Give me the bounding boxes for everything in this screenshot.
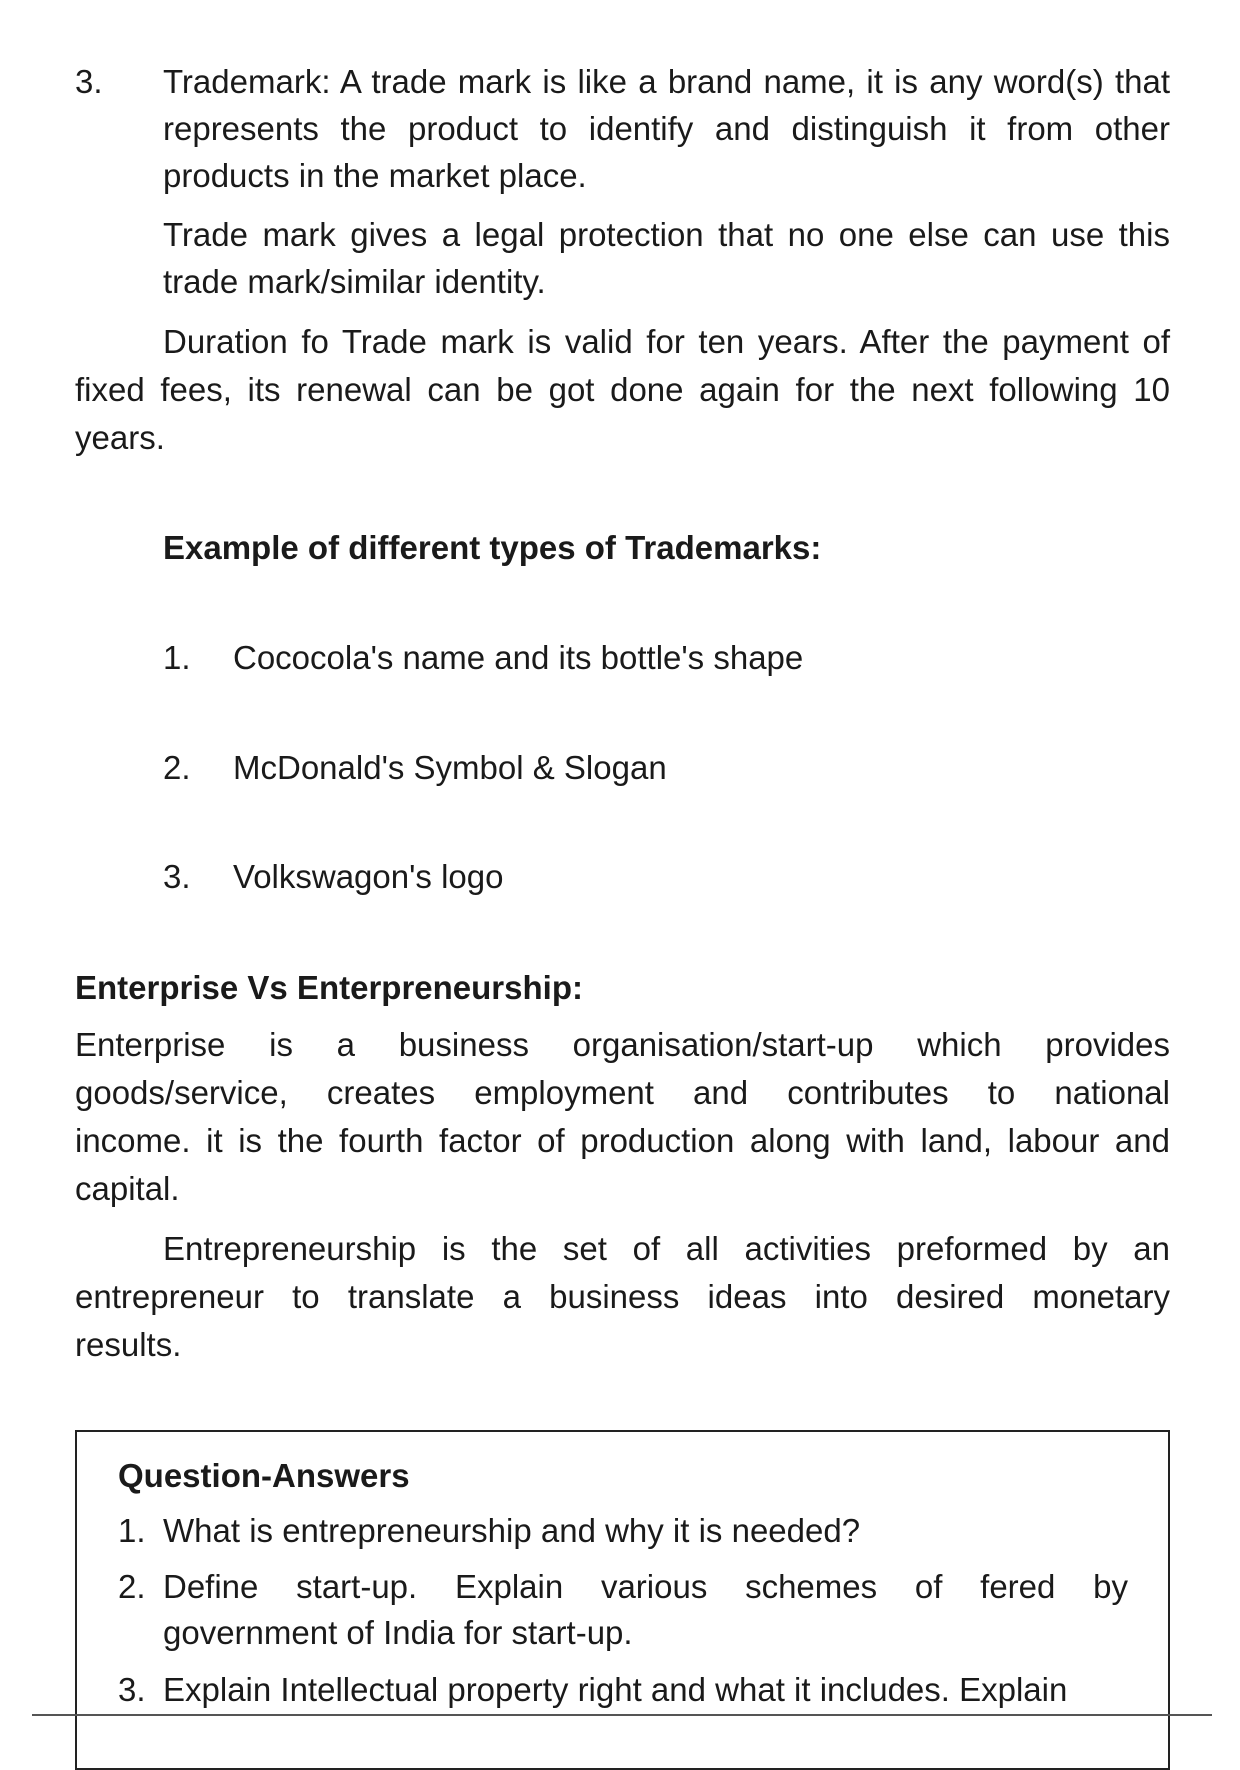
enterprise-para1-line-1: Enterprise is a business organisation/start-up which provides xyxy=(75,1026,1170,1063)
qa-item: What is entrepreneurship and why it is needed? xyxy=(163,1512,861,1549)
trademark-para2-line-2: trade mark/similar identity. xyxy=(163,263,546,300)
example-item: Cococola's name and its bottle's shape xyxy=(233,639,804,676)
enterprise-para1-line-4: capital. xyxy=(75,1170,180,1207)
enterprise-para2-line-3: results. xyxy=(75,1326,182,1363)
qa-item: Define start-up. Explain various schemes of fered by xyxy=(163,1568,1128,1605)
enterprise-heading: Enterprise Vs Enterpreneurship: xyxy=(75,969,583,1006)
example-number: 2. xyxy=(163,749,191,786)
enterprise-para2-line-2: entrepreneur to translate a business ideas into desired monetary xyxy=(75,1278,1170,1315)
trademark-line-1: Trademark: A trade mark is like a brand name, it is any word(s) that xyxy=(163,63,1170,100)
qa-item-continued: government of India for start-up. xyxy=(163,1614,633,1651)
qa-number: 3. xyxy=(118,1671,146,1708)
example-number: 3. xyxy=(163,858,191,895)
qa-item: Explain Intellectual property right and what it includes. Explain xyxy=(163,1671,1068,1708)
qa-number: 1. xyxy=(118,1512,146,1549)
example-item: Volkswagon's logo xyxy=(233,858,504,895)
trademark-para3-line-3: years. xyxy=(75,419,165,456)
enterprise-para1-line-3: income. it is the fourth factor of production along with land, labour and xyxy=(75,1122,1170,1159)
qa-number: 2. xyxy=(118,1568,146,1605)
example-number: 1. xyxy=(163,639,191,676)
example-item: McDonald's Symbol & Slogan xyxy=(233,749,667,786)
trademark-para2-line-1: Trade mark gives a legal protection that no one else can use this xyxy=(163,216,1170,253)
qa-heading: Question-Answers xyxy=(118,1457,410,1494)
enterprise-para2-line-1: Entrepreneurship is the set of all activities preformed by an xyxy=(163,1230,1170,1267)
trademark-line-3: products in the market place. xyxy=(163,157,587,194)
trademark-para3-line-2: fixed fees, its renewal can be got done again for the next following 10 xyxy=(75,371,1170,408)
bottom-rule xyxy=(32,1714,1212,1716)
examples-heading: Example of different types of Trademarks: xyxy=(163,529,822,566)
section-number: 3. xyxy=(75,63,103,100)
trademark-line-2: represents the product to identify and distinguish it from other xyxy=(163,110,1170,147)
enterprise-para1-line-2: goods/service, creates employment and contributes to national xyxy=(75,1074,1170,1111)
trademark-para3-line-1: Duration fo Trade mark is valid for ten years. After the payment of xyxy=(163,323,1170,360)
